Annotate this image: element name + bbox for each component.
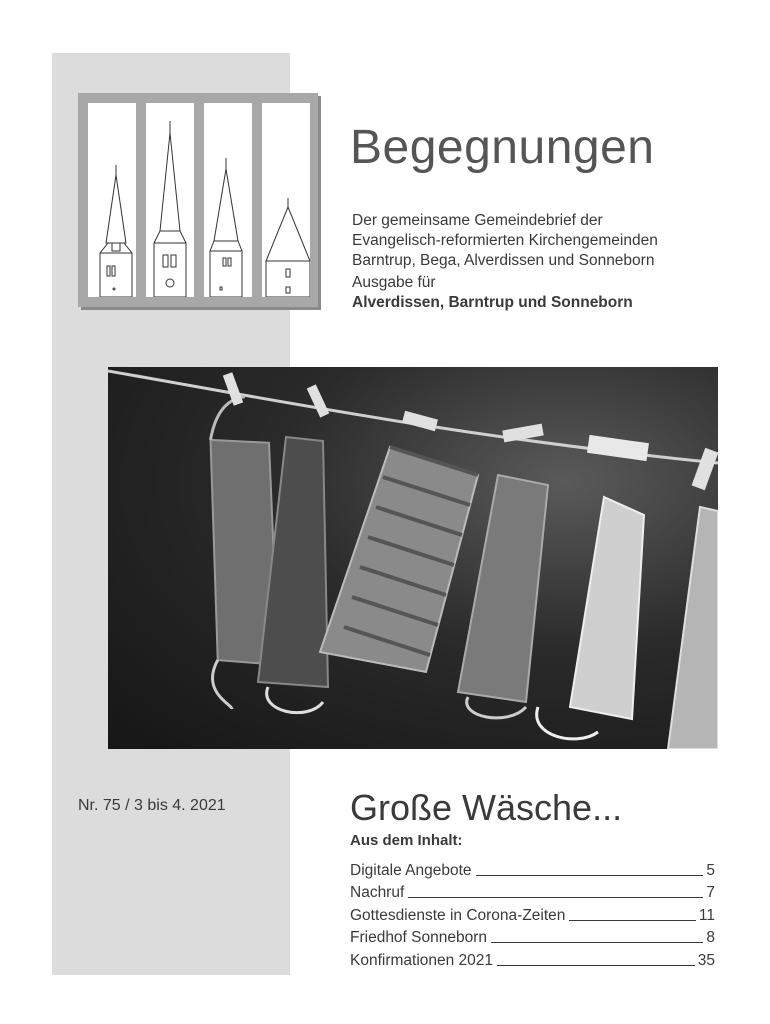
toc-leader xyxy=(497,965,695,966)
toc-title: Friedhof Sonneborn xyxy=(350,929,488,946)
issue-number: Nr. 75 / 3 bis 4. 2021 xyxy=(78,797,226,814)
masthead-title: Begegnungen xyxy=(350,121,655,174)
toc-row xyxy=(350,880,715,903)
church-towers-logo xyxy=(78,93,318,307)
church-tower-4-icon xyxy=(262,103,310,297)
edition-value: Alverdissen, Barntrup und Sonneborn xyxy=(352,294,633,311)
toc-page: 35 xyxy=(697,951,715,969)
toc-title: Konfirmationen 2021 xyxy=(350,951,494,969)
contents-heading: Aus dem Inhalt: xyxy=(350,832,463,849)
toc-row xyxy=(350,857,715,880)
toc-row xyxy=(350,947,715,970)
toc-page: 5 xyxy=(706,861,715,879)
toc-title: Nachruf xyxy=(350,884,405,901)
cover-headline: Große Wäsche... xyxy=(350,787,623,828)
toc-title: Gottesdienste in Corona-Zeiten xyxy=(350,906,566,924)
cover-photo xyxy=(108,367,718,749)
edition-label: Ausgabe für xyxy=(352,274,436,291)
toc-leader xyxy=(491,942,703,943)
toc-leader xyxy=(476,875,704,876)
subtitle-line: Evangelisch-reformierten Kirchengemeinden xyxy=(352,232,658,249)
table-of-contents xyxy=(350,857,715,970)
church-tower-2-icon xyxy=(146,103,194,297)
toc-page: 7 xyxy=(706,884,715,901)
toc-leader xyxy=(569,920,696,921)
toc-leader xyxy=(408,897,703,898)
church-tower-3-icon xyxy=(204,103,252,297)
masthead-subtitle xyxy=(352,211,658,313)
church-tower-1-icon xyxy=(88,103,136,297)
subtitle-line: Barntrup, Bega, Alverdissen und Sonneborn xyxy=(352,252,655,269)
toc-row xyxy=(350,902,715,925)
toc-page: 11 xyxy=(698,906,715,924)
subtitle-line: Der gemeinsame Gemeindebrief der xyxy=(352,212,603,229)
toc-page: 8 xyxy=(706,929,715,946)
toc-row xyxy=(350,925,715,948)
toc-title: Digitale Angebote xyxy=(350,861,472,879)
